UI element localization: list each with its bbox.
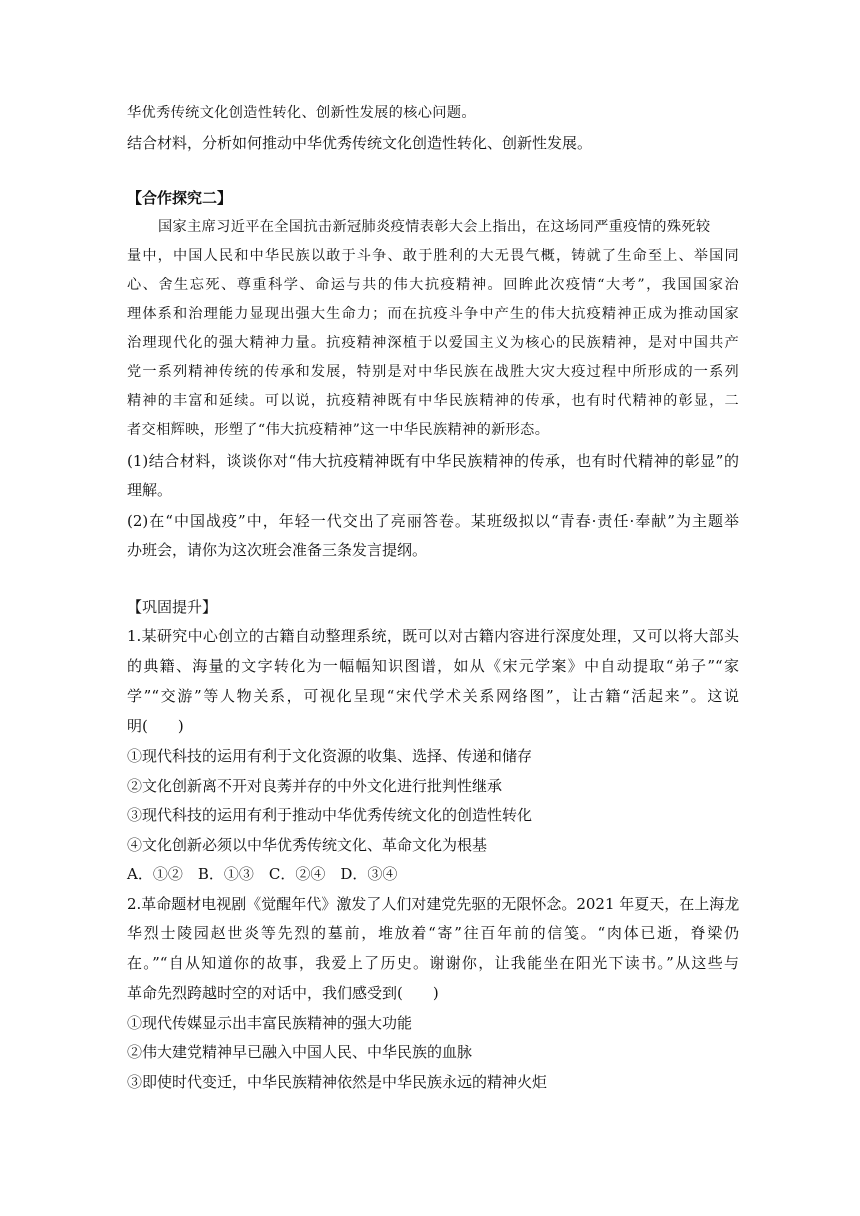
item-2-option: ③即使时代变迁，中华民族精神依然是中华民族永远的精神火炬 bbox=[127, 1073, 548, 1091]
item-2-stem-line: 革命先烈跨越时空的对话中，我们感受到( ) bbox=[127, 984, 439, 1002]
item-1-stem-line: 1.某研究中心创立的古籍自动整理系统，既可以对古籍内容进行深度处理，又可以将大部头 bbox=[127, 627, 739, 645]
item-2-stem-line: 2.革命题材电视剧《觉醒年代》激发了人们对建党先驱的无限怀念。2021 年夏天，在上海龙 bbox=[127, 895, 740, 913]
passage-line: 治理现代化的强大精神力量。抗疫精神深植于以爱国主义为核心的民族精神，是对中国共产 bbox=[127, 335, 739, 351]
section-heading-cooperative-inquiry-2: 【合作探究二】 bbox=[127, 189, 233, 207]
question-1-line: 理解。 bbox=[127, 481, 173, 499]
section-heading-consolidate: 【巩固提升】 bbox=[127, 598, 218, 616]
item-1-option: ①现代科技的运用有利于文化资源的收集、选择、传递和储存 bbox=[127, 747, 533, 765]
item-1-stem-line: 学”“交游”等人物关系，可视化呈现“宋代学术关系网络图”，让古籍“活起来”。这说 bbox=[127, 687, 739, 705]
item-1-choices: A．①② B．①③ C．②④ D．③④ bbox=[127, 865, 398, 883]
passage-line: 理体系和治理能力显现出强大生命力；而在抗疫斗争中产生的伟大抗疫精神正成为推动国家 bbox=[127, 306, 739, 322]
item-1-option: ③现代科技的运用有利于推动中华优秀传统文化的创造性转化 bbox=[127, 806, 533, 824]
intro-text-line: 华优秀传统文化创造性转化、创新性发展的核心问题。 bbox=[127, 105, 476, 121]
question-2-line: 办班会，请你为这次班会准备三条发言提纲。 bbox=[127, 541, 428, 559]
question-2-line: (2)在“中国战疫”中，年轻一代交出了亮丽答卷。某班级拟以“青春·责任·奉献”为主题举 bbox=[127, 512, 739, 530]
item-1-option: ②文化创新离不开对良莠并存的中外文化进行批判性继承 bbox=[127, 777, 503, 795]
item-1-stem-line: 明( ) bbox=[127, 717, 184, 735]
item-2-stem-line: 在。”“自从知道你的故事，我爱上了历史。谢谢你，让我能坐在阳光下读书。”从这些与 bbox=[127, 954, 739, 972]
passage-line: 量中，中国人民和中华民族以敢于斗争、敢于胜利的大无畏气概，铸就了生命至上、举国同 bbox=[127, 248, 739, 264]
item-1-stem-line: 的典籍、海量的文字转化为一幅幅知识图谱，如从《宋元学案》中自动提取“弟子”“家 bbox=[127, 657, 739, 675]
passage-line: 心、舍生忘死、尊重科学、命运与共的伟大抗疫精神。回眸此次疫情“大考”，我国国家治 bbox=[127, 277, 739, 293]
question-1-line: (1)结合材料，谈谈你对“伟大抗疫精神既有中华民族精神的传承，也有时代精神的彰显”的 bbox=[127, 452, 739, 470]
passage-line: 者交相辉映，形塑了“伟大抗疫精神”这一中华民族精神的新形态。 bbox=[127, 422, 550, 438]
item-2-stem-line: 华烈士陵园赵世炎等先烈的墓前，堆放着“寄”往百年前的信笺。“肉体已逝，脊梁仍 bbox=[127, 924, 739, 942]
item-2-option: ①现代传媒显示出丰富民族精神的强大功能 bbox=[127, 1014, 413, 1032]
passage-line: 精神的丰富和延续。可以说，抗疫精神既有中华民族精神的传承，也有时代精神的彰显，二 bbox=[127, 393, 739, 409]
item-1-option: ④文化创新必须以中华优秀传统文化、革命文化为根基 bbox=[127, 836, 488, 854]
passage-line: 党一系列精神传统的传承和发展，特别是对中华民族在战胜大灾大疫过程中所形成的一系列 bbox=[127, 364, 739, 380]
intro-question: 结合材料，分析如何推动中华优秀传统文化创造性转化、创新性发展。 bbox=[127, 134, 593, 152]
passage-line: 国家主席习近平在全国抗击新冠肺炎疫情表彰大会上指出，在这场同严重疫情的殊死较 bbox=[158, 219, 711, 235]
item-2-option: ②伟大建党精神早已融入中国人民、中华民族的血脉 bbox=[127, 1043, 473, 1061]
